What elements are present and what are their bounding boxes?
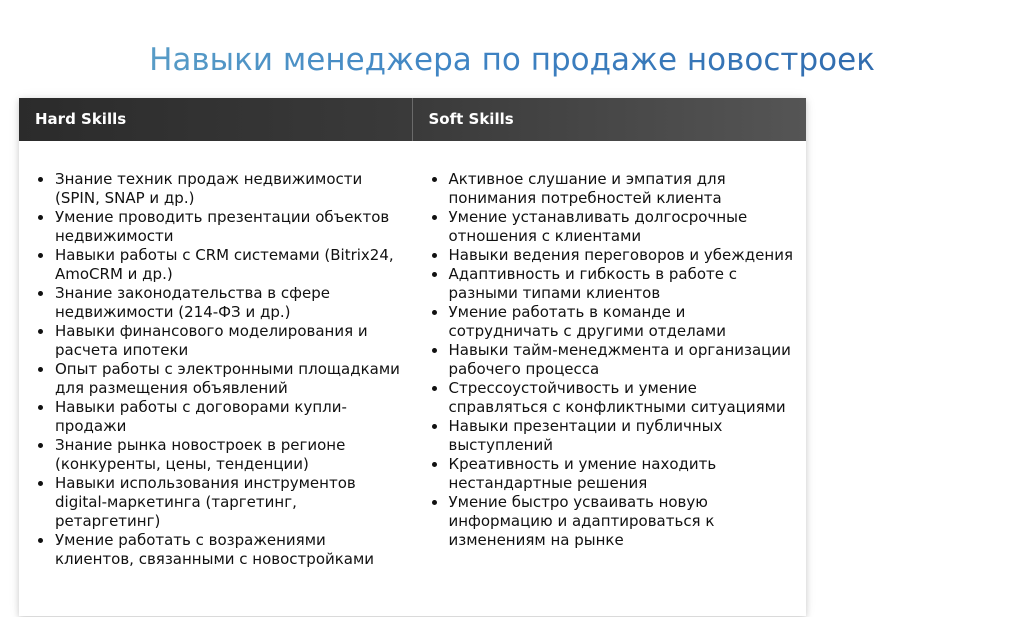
list-item: Навыки презентации и публичных выступлений bbox=[449, 417, 807, 455]
list-item: Адаптивность и гибкость в работе с разными типами клиентов bbox=[449, 265, 807, 303]
page-title: Навыки менеджера по продаже новостроек bbox=[0, 38, 1024, 82]
table-body bbox=[19, 141, 806, 569]
list-item: Креативность и умение находить нестандартные решения bbox=[449, 455, 807, 493]
list-item: Навыки тайм-менеджмента и организации рабочего процесса bbox=[449, 341, 807, 379]
list-item: Стрессоустойчивость и умение справляться с конфликтными ситуациями bbox=[449, 379, 807, 417]
hard-skills-header: Hard Skills bbox=[19, 98, 413, 141]
soft-skills-header: Soft Skills bbox=[428, 110, 514, 128]
list-item: Умение работать с возражениями клиентов, связанными с новостройками bbox=[55, 531, 413, 569]
list-item: Навыки работы с CRM системами (Bitrix24, AmoCRM и др.) bbox=[55, 246, 413, 284]
soft-skills-list bbox=[413, 170, 807, 550]
list-item: Умение работать в команде и сотрудничать с другими отделами bbox=[449, 303, 807, 341]
list-item: Навыки ведения переговоров и убеждения bbox=[449, 246, 807, 265]
table-header bbox=[19, 98, 806, 141]
list-item: Знание рынка новостроек в регионе (конкуренты, цены, тенденции) bbox=[55, 436, 413, 474]
list-item: Опыт работы с электронными площадками для размещения объявлений bbox=[55, 360, 413, 398]
hard-skills-list bbox=[19, 170, 413, 569]
list-item: Умение проводить презентации объектов недвижимости bbox=[55, 208, 413, 246]
list-item: Знание техник продаж недвижимости (SPIN, SNAP и др.) bbox=[55, 170, 413, 208]
list-item: Навыки работы с договорами купли-продажи bbox=[55, 398, 413, 436]
list-item: Знание законодательства в сфере недвижимости (214-ФЗ и др.) bbox=[55, 284, 413, 322]
soft-skills-column bbox=[413, 170, 807, 569]
hard-skills-column bbox=[19, 170, 413, 569]
skills-table bbox=[19, 98, 806, 616]
list-item: Умение быстро усваивать новую информацию и адаптироваться к изменениям на рынке bbox=[449, 493, 807, 550]
list-item: Умение устанавливать долгосрочные отношения с клиентами bbox=[449, 208, 807, 246]
list-item: Навыки использования инструментов digital-маркетинга (таргетинг, ретаргетинг) bbox=[55, 474, 413, 531]
list-item: Активное слушание и эмпатия для понимания потребностей клиента bbox=[449, 170, 807, 208]
list-item: Навыки финансового моделирования и расчета ипотеки bbox=[55, 322, 413, 360]
